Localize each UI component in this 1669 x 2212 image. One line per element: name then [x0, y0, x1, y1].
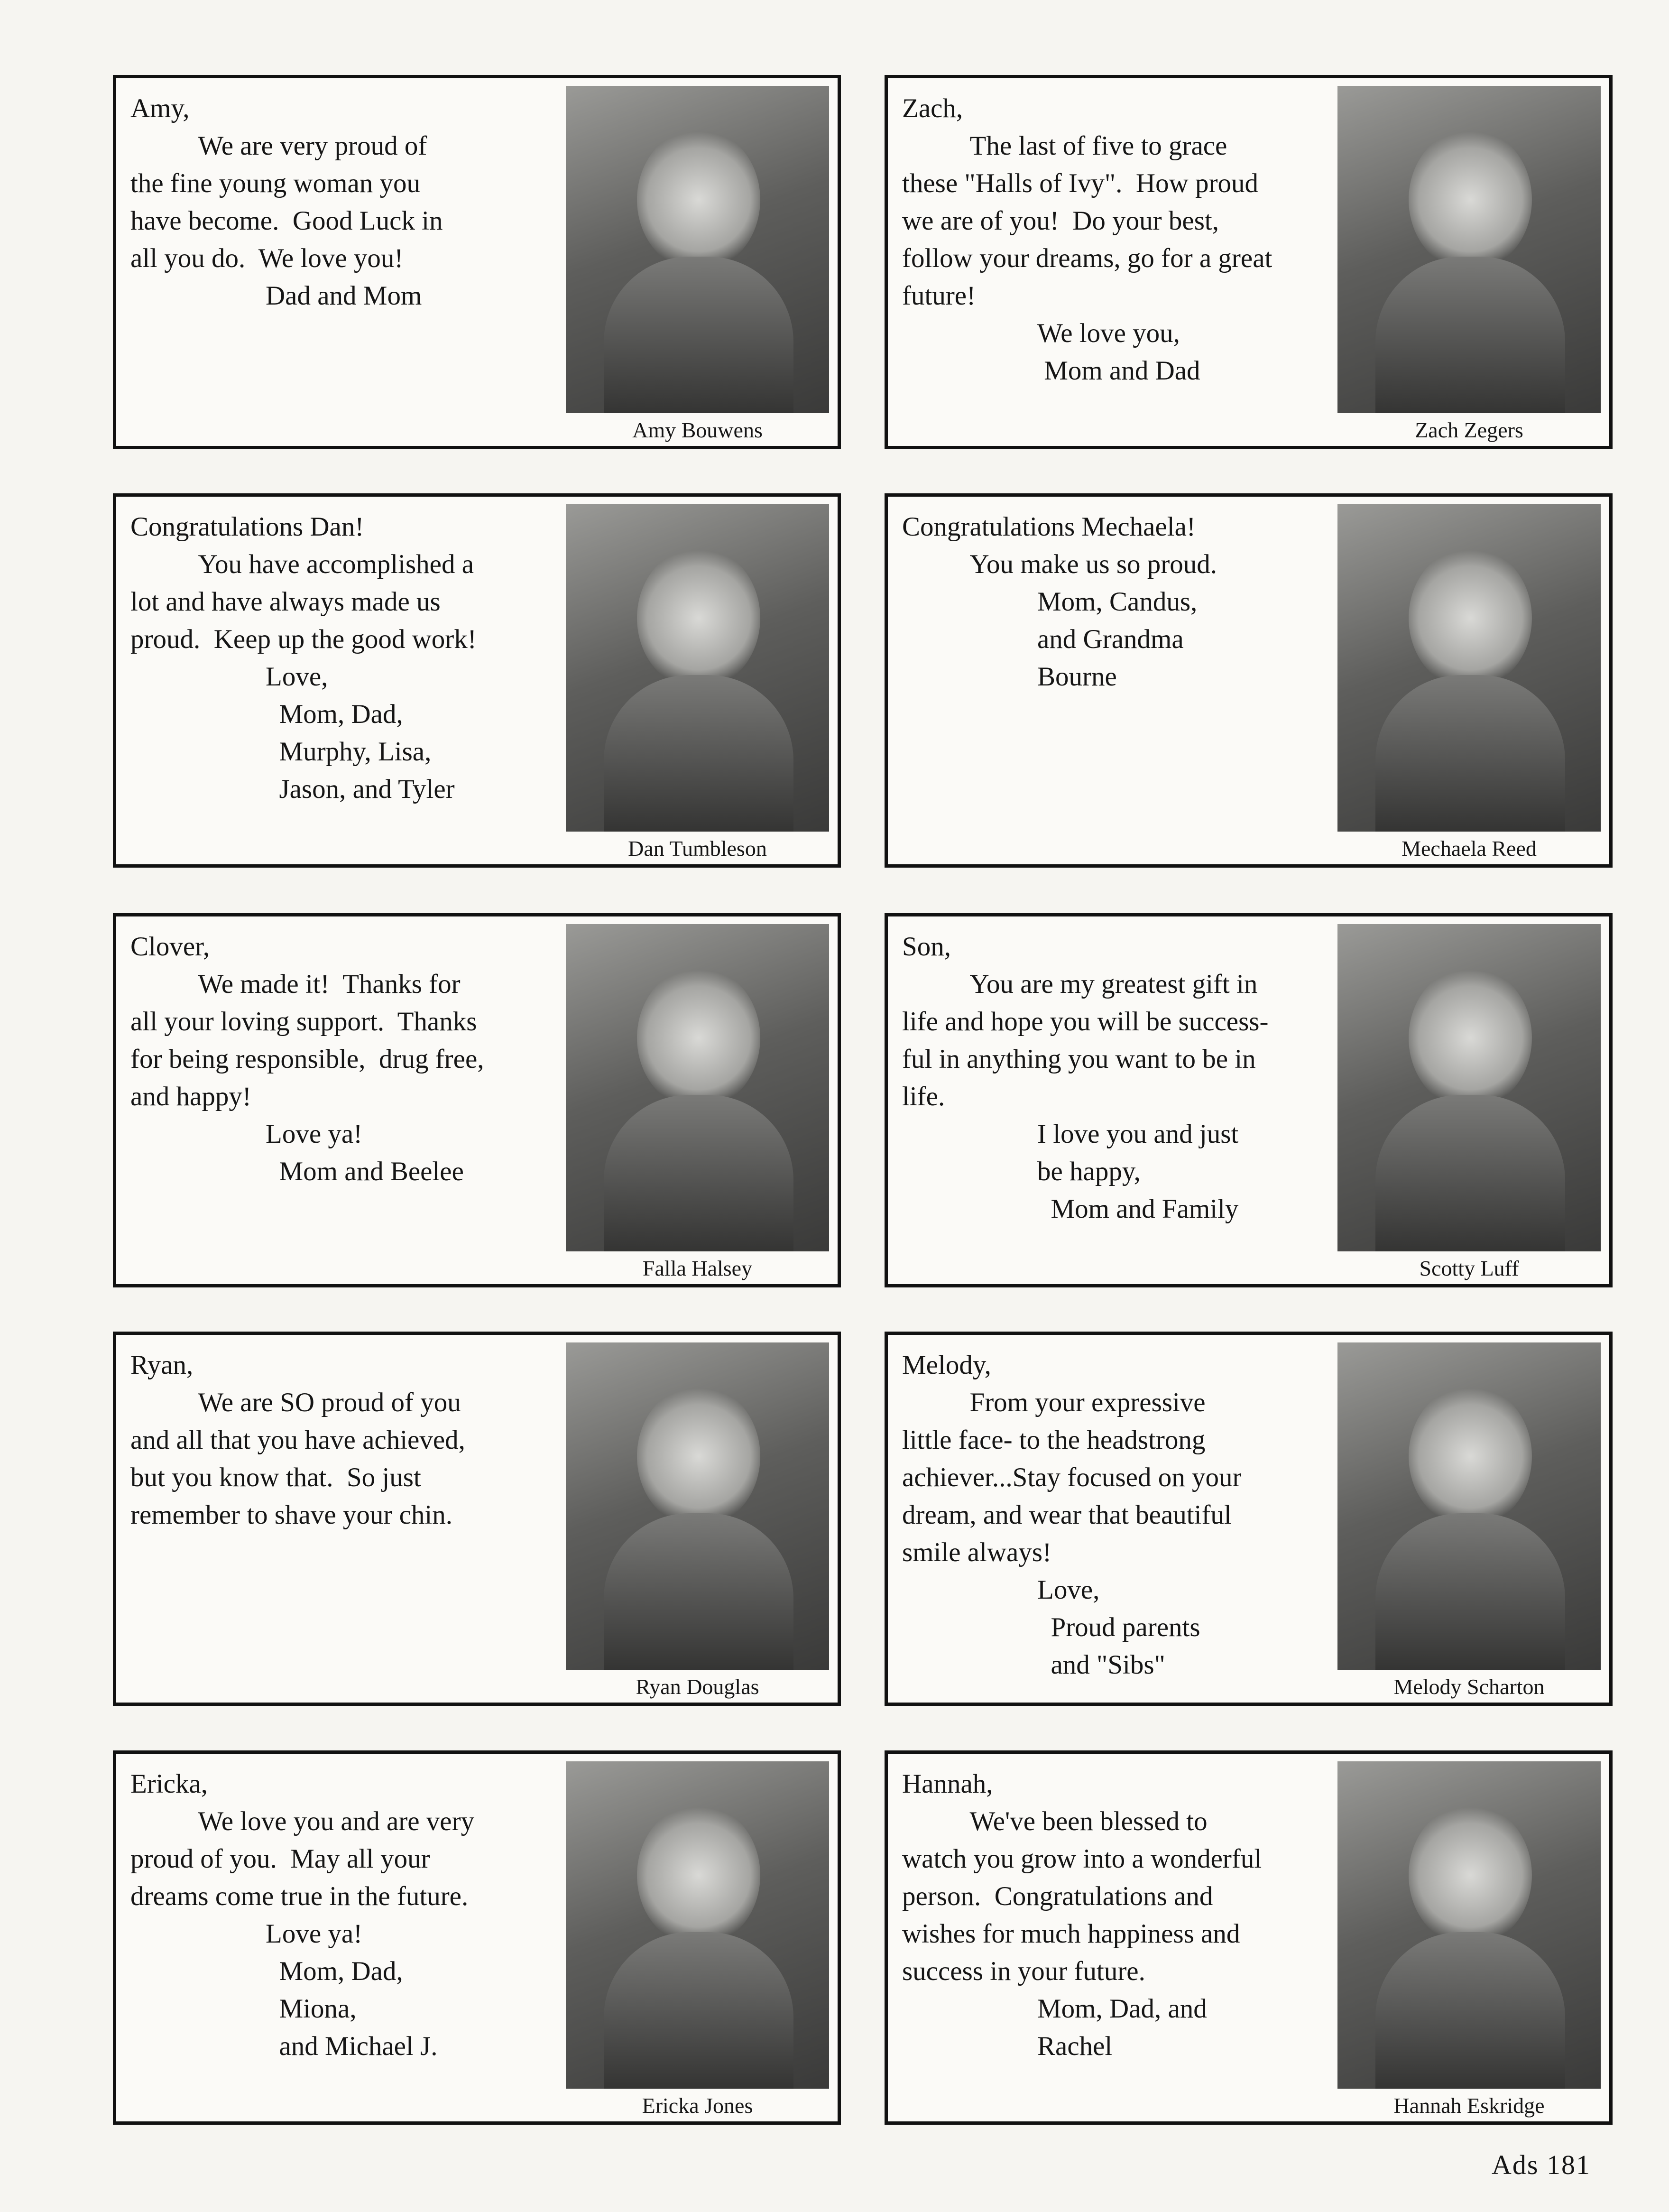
portrait-photo [1337, 924, 1601, 1251]
photo-caption: Ericka Jones [642, 2093, 753, 2118]
ad-message: Ericka, We love you and are very proud of you. May all your dreams come true in the future. Love ya! Mom, Dad, Miona, and Michael J. [130, 1769, 475, 2061]
ad-message: Zach, The last of five to grace these "Halls of Ivy". How proud we are of you! Do your best, follow your dreams, go for a great future! We love you, Mom and Dad [902, 93, 1272, 386]
portrait-photo [1337, 86, 1601, 413]
ad-message: Congratulations Dan! You have accomplished a lot and have always made us proud. Keep up the good work! Love, Mom, Dad, Murphy, Lisa, Jason, and Tyler [130, 512, 477, 804]
ad-message: Son, You are my greatest gift in life and hope you will be success- ful in anything you want to be in life. I love you and just be happy, Mom and Family [902, 932, 1269, 1224]
ad-box [113, 913, 841, 1287]
ad-box [885, 1332, 1613, 1706]
photo-caption: Falla Halsey [642, 1256, 753, 1280]
portrait-photo [566, 504, 829, 832]
ad-box [113, 75, 841, 449]
ad-box [885, 1750, 1613, 2125]
ad-box [885, 913, 1613, 1287]
ad-box [885, 493, 1613, 868]
ad-box [113, 1332, 841, 1706]
photo-caption: Scotty Luff [1419, 1256, 1519, 1280]
ad-box [113, 493, 841, 868]
photo-caption: Zach Zegers [1415, 418, 1523, 442]
ad-message: Ryan, We are SO proud of you and all that you have achieved, but you know that. So just remember to shave your chin. [130, 1350, 465, 1530]
portrait-photo [566, 924, 829, 1251]
ad-box [113, 1750, 841, 2125]
portrait-photo [1337, 504, 1601, 832]
ad-message: Hannah, We've been blessed to watch you grow into a wonderful person. Congratulations and wishes for much happiness and success in your future. Mom, Dad, and Rachel [902, 1769, 1262, 2061]
portrait-photo [566, 1761, 829, 2089]
portrait-photo [566, 86, 829, 413]
page-footer: Ads 181 [1492, 2149, 1591, 2180]
ad-box [885, 75, 1613, 449]
ad-message: Clover, We made it! Thanks for all your loving support. Thanks for being responsible, drug free, and happy! Love ya! Mom and Beelee [130, 932, 484, 1186]
photo-caption: Dan Tumbleson [628, 836, 767, 861]
ad-message: Melody, From your expressive little face- to the headstrong achiever...Stay focused on your dream, and wear that beautiful smile always! Love, Proud parents and "Sibs" [902, 1350, 1242, 1680]
portrait-photo [1337, 1342, 1601, 1670]
photo-caption: Mechaela Reed [1402, 836, 1537, 861]
photo-caption: Ryan Douglas [636, 1675, 759, 1699]
ad-message: Amy, We are very proud of the fine young woman you have become. Good Luck in all you do. We love you! Dad and Mom [130, 93, 443, 311]
photo-caption: Hannah Eskridge [1393, 2093, 1545, 2118]
photo-caption: Amy Bouwens [632, 418, 763, 442]
ad-message: Congratulations Mechaela! You make us so proud. Mom, Candus, and Grandma Bourne [902, 512, 1217, 692]
photo-caption: Melody Scharton [1393, 1675, 1545, 1699]
portrait-photo [1337, 1761, 1601, 2089]
portrait-photo [566, 1342, 829, 1670]
